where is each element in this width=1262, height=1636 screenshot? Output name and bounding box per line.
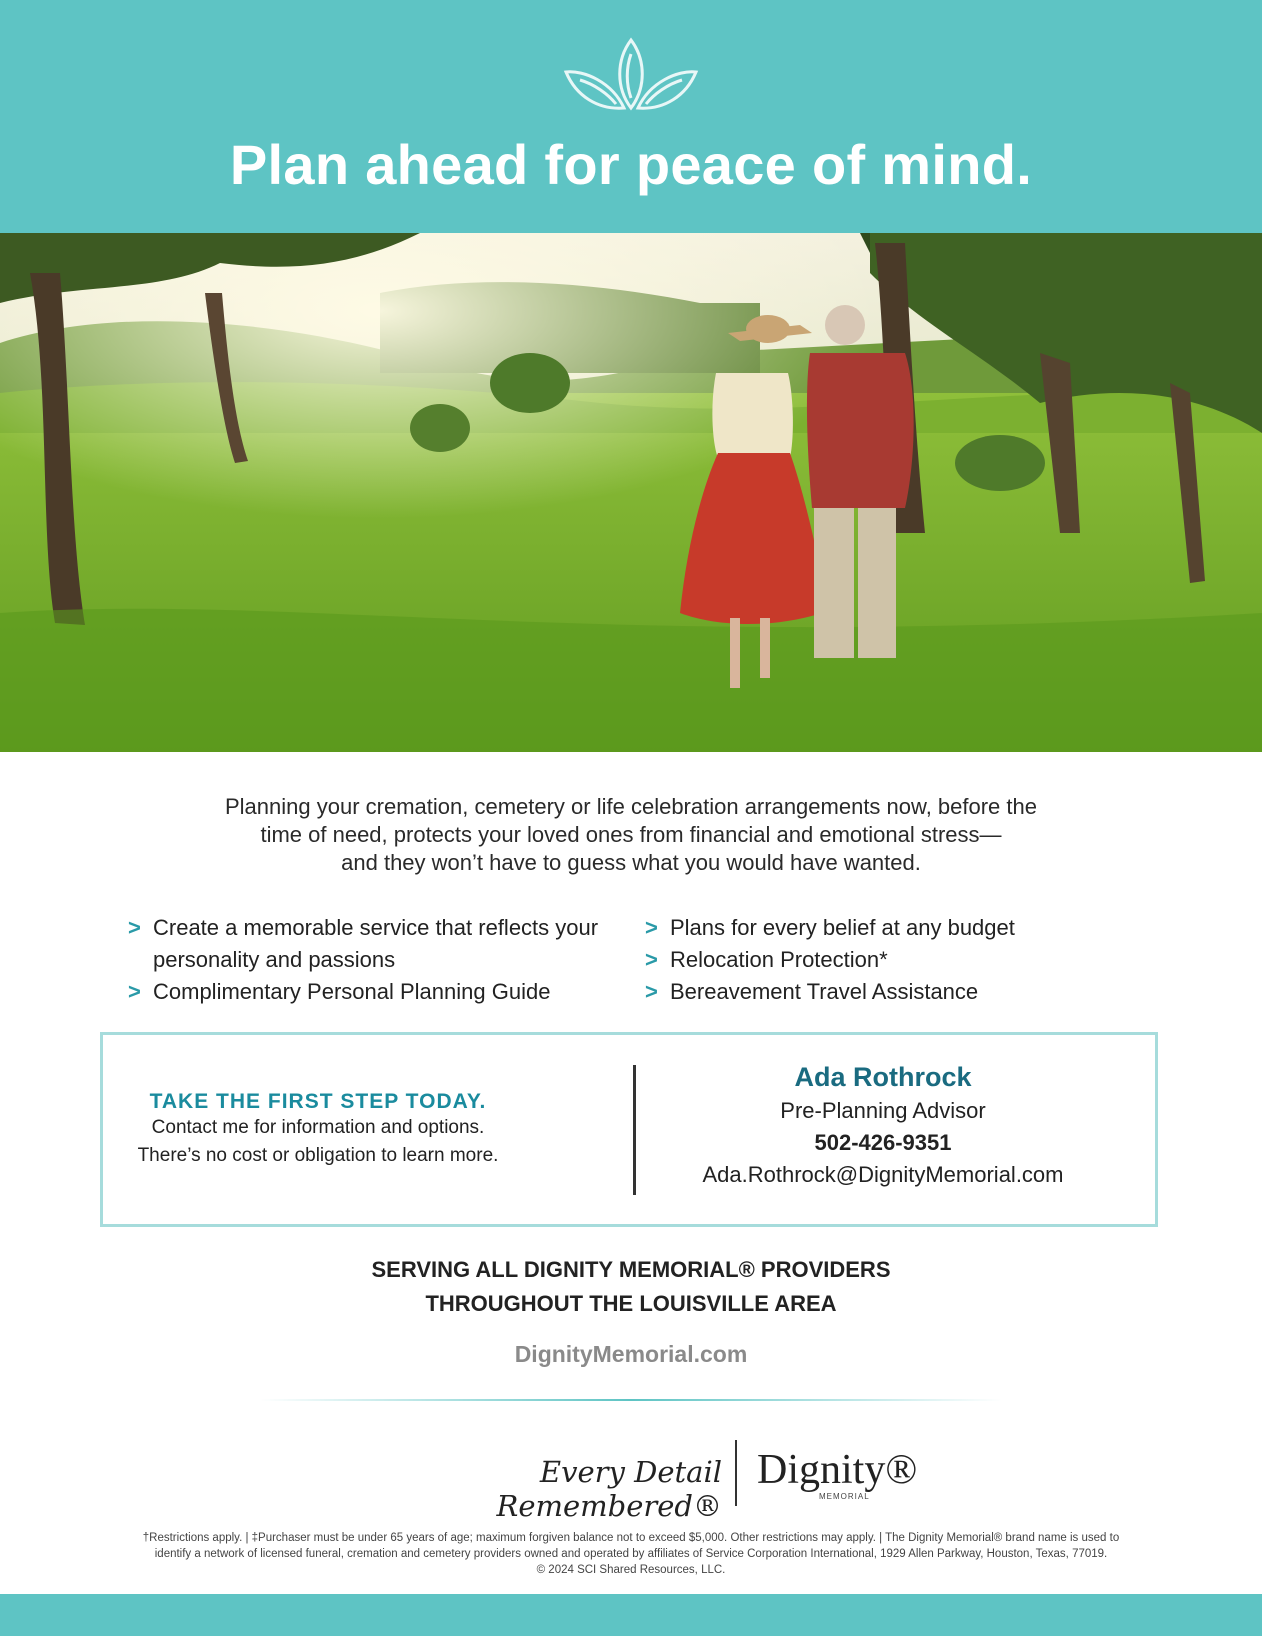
chevron-right-icon: > <box>128 915 141 940</box>
logo-wordmark: Dignity® <box>757 1447 918 1493</box>
fine-print-line: © 2024 SCI Shared Resources, LLC. <box>536 1564 726 1576</box>
website-link[interactable]: DignityMemorial.com <box>514 1341 748 1367</box>
service-area <box>0 1253 1262 1321</box>
cta-heading: TAKE THE FIRST STEP TODAY. <box>149 1090 487 1113</box>
fine-print <box>50 1530 1212 1578</box>
advisor-info <box>648 1059 1118 1191</box>
fine-print-line: identify a network of licensed funeral, cremation and cemetery providers owned and operated by affiliates of Service Corporation International, 1929 Allen Parkway, Houston, Texas, 77019. <box>154 1548 1108 1560</box>
benefit-text: Relocation Protection* <box>670 947 888 972</box>
logo-subtext: MEMORIAL <box>819 1492 870 1501</box>
brand-tagline: Every Detail Remembered® <box>496 1455 722 1523</box>
advisor-title: Pre-Planning Advisor <box>780 1098 986 1123</box>
advisor-email[interactable]: Ada.Rothrock@DignityMemorial.com <box>702 1162 1064 1187</box>
fine-print-line: †Restrictions apply. | ‡Purchaser must be under 65 years of age; maximum forgiven balance not to exceed $5,000. Other restrictions may apply. | The Dignity Memorial® brand name is used to <box>142 1532 1120 1544</box>
couple-walking-in-park-photo <box>0 233 1262 752</box>
list-item <box>645 912 1165 944</box>
call-to-action <box>133 1090 503 1170</box>
dignity-memorial-logo <box>757 1448 927 1508</box>
footer-band <box>0 1594 1262 1636</box>
chevron-right-icon: > <box>645 915 658 940</box>
intro-line: time of need, protects your loved ones from financial and emotional stress— <box>260 822 1002 847</box>
benefit-text: Complimentary Personal Planning Guide <box>153 979 551 1004</box>
benefit-list-left <box>128 912 628 1008</box>
divider <box>735 1440 737 1506</box>
benefit-list-right <box>645 912 1165 1008</box>
list-item <box>645 944 1165 976</box>
divider <box>633 1065 636 1195</box>
service-area-line: SERVING ALL DIGNITY MEMORIAL® PROVIDERS <box>371 1257 891 1282</box>
list-item <box>128 912 628 976</box>
chevron-right-icon: > <box>645 947 658 972</box>
lotus-leaves-icon <box>560 36 702 116</box>
advisor-name: Ada Rothrock <box>794 1062 972 1092</box>
header-banner <box>0 0 1262 233</box>
chevron-right-icon: > <box>128 979 141 1004</box>
intro-line: and they won’t have to guess what you would have wanted. <box>341 850 921 875</box>
chevron-right-icon: > <box>645 979 658 1004</box>
hero-photo <box>0 233 1262 752</box>
page-title: Plan ahead for peace of mind. <box>229 133 1033 196</box>
cta-text: Contact me for information and options. <box>151 1117 485 1138</box>
service-area-line: THROUGHOUT THE LOUISVILLE AREA <box>425 1291 837 1316</box>
advisor-phone[interactable]: 502-426-9351 <box>814 1130 952 1155</box>
intro-paragraph <box>90 793 1172 877</box>
benefit-text: Create a memorable service that reflects your personality and passions <box>153 915 599 972</box>
list-item <box>645 976 1165 1008</box>
intro-line: Planning your cremation, cemetery or life celebration arrangements now, before the <box>225 794 1037 819</box>
contact-box <box>100 1032 1158 1227</box>
benefit-text: Plans for every belief at any budget <box>670 915 1015 940</box>
list-item <box>128 976 628 1008</box>
divider <box>260 1399 1002 1401</box>
benefit-text: Bereavement Travel Assistance <box>670 979 979 1004</box>
cta-text: There’s no cost or obligation to learn more. <box>137 1145 499 1166</box>
